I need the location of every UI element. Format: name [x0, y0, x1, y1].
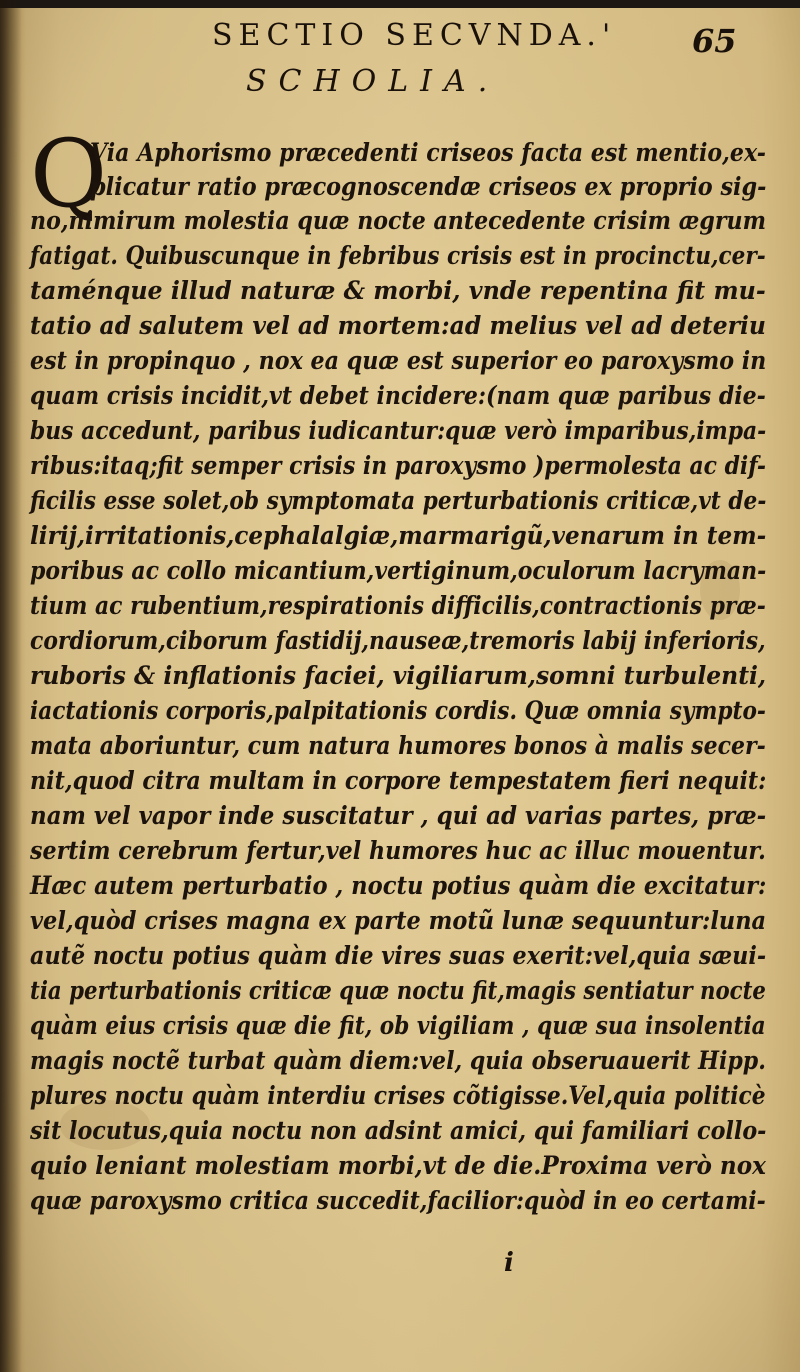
text-line: no,nimirum molestia quæ nocte antecedente crisim ægrum — [30, 206, 766, 235]
text-line: autẽ noctu potius quàm die vires suas exerit:vel,quia sæui- — [30, 941, 767, 970]
text-line: sertim cerebrum fertur,vel humores huc ac illuc mouentur. — [30, 836, 766, 865]
text-line: tia perturbationis criticæ quæ noctu fit,magis sentiatur nocte — [30, 976, 766, 1005]
running-head: SECTIO SECVNDA.' — [212, 18, 617, 53]
spine-shadow — [0, 0, 22, 1372]
section-title: SCHOLIA. — [246, 64, 500, 99]
text-line: iactationis corporis,palpitationis cordis. Quæ omnia sympto- — [30, 696, 766, 725]
text-line: plicatur ratio præcognoscendæ criseos ex proprio sig- — [90, 172, 767, 201]
text-line: Via Aphorismo præcedenti criseos facta est mentio,ex- — [90, 138, 766, 167]
text-line: nam vel vapor inde suscitatur , qui ad varias partes, præ- — [30, 801, 767, 830]
text-line: ribus:itaq;fit semper crisis in paroxysmo )permolesta ac dif- — [30, 451, 766, 480]
text-line: cordiorum,ciborum fastidij,nauseæ,tremoris labij inferioris, — [30, 626, 766, 655]
text-line: taménque illud naturæ & morbi, vnde repentina fit mu- — [30, 276, 766, 305]
text-line: fatigat. Quibuscunque in febribus crisis est in procinctu,cer- — [30, 241, 766, 270]
text-line: lirij,irritationis,cephalalgiæ,marmarigũ,venarum in tem- — [30, 521, 767, 550]
text-line: bus accedunt, paribus iudicantur:quæ verò imparibus,impa- — [30, 416, 767, 445]
text-line: Hæc autem perturbatio , noctu potius quàm die excitatur: — [30, 871, 767, 900]
text-line: quio leniant molestiam morbi,vt de die.Proxima verò nox — [30, 1151, 766, 1180]
page-number: 65 — [692, 22, 737, 60]
text-line: vel,quòd crises magna ex parte motũ lunæ sequuntur:luna — [30, 906, 767, 935]
drop-cap: Q — [30, 120, 108, 229]
top-shadow — [0, 0, 800, 8]
text-line: tium ac rubentium,respirationis difficilis,contractionis præ- — [30, 591, 766, 620]
text-line: tatio ad salutem vel ad mortem:ad melius vel ad deteriu — [30, 311, 766, 340]
text-line: magis noctẽ turbat quàm diem:vel, quia obseruauerit Hipp. — [30, 1046, 766, 1075]
signature-mark: i — [504, 1248, 514, 1278]
text-line: quàm eius crisis quæ die fit, ob vigiliam , quæ sua insolentia — [30, 1011, 766, 1040]
text-line: plures noctu quàm interdiu crises cõtigisse.Vel,quia politicè — [30, 1081, 766, 1110]
text-line: mata aboriuntur, cum natura humores bonos à malis secer- — [30, 731, 766, 760]
text-line: ficilis esse solet,ob symptomata perturbationis criticæ,vt de- — [30, 486, 767, 515]
text-line: quæ paroxysmo critica succedit,facilior:quòd in eo certami- — [30, 1186, 766, 1215]
text-line: sit locutus,quia noctu non adsint amici, qui familiari collo- — [30, 1116, 767, 1145]
text-line: poribus ac collo micantium,vertiginum,oculorum lacryman- — [30, 556, 767, 585]
text-line: quam crisis incidit,vt debet incidere:(nam quæ paribus die- — [30, 381, 766, 410]
text-line: est in propinquo , nox ea quæ est superior eo paroxysmo in — [30, 346, 767, 375]
text-line: nit,quod citra multam in corpore tempestatem fieri nequit: — [30, 766, 767, 795]
text-line: ruboris & inflationis faciei, vigiliarum,somni turbulenti, — [30, 661, 767, 690]
